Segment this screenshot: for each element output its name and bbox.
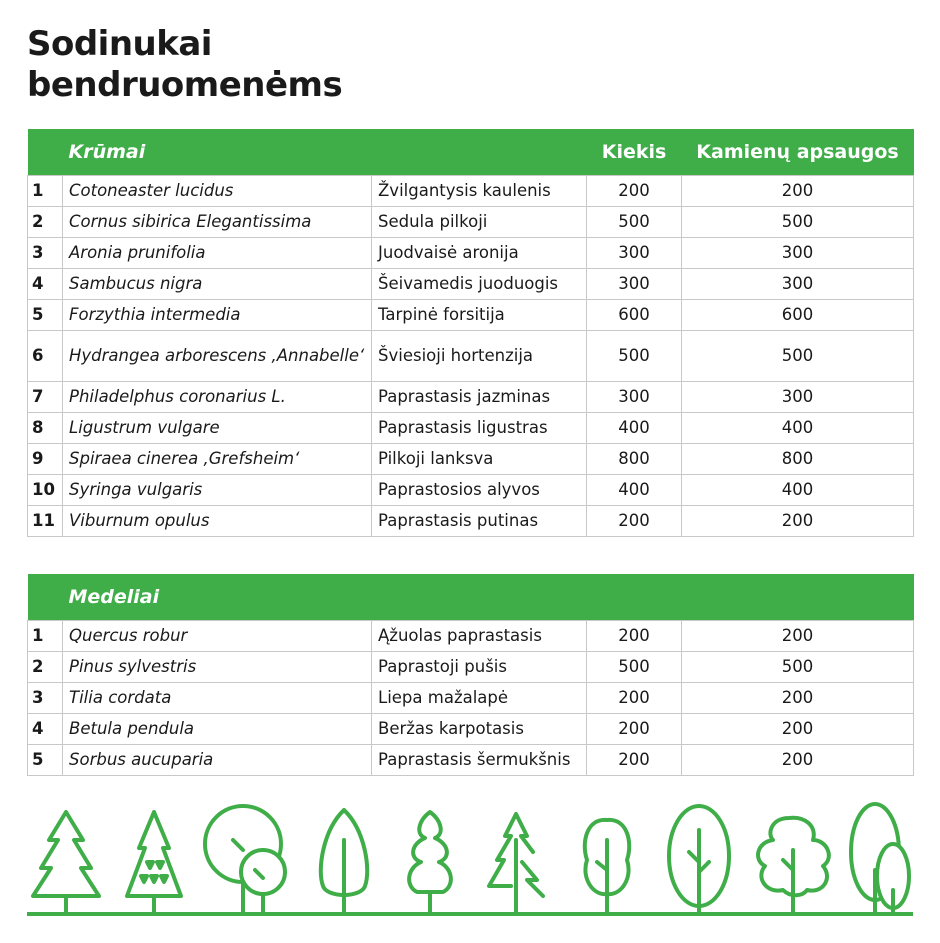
- table-row: [28, 413, 914, 444]
- lithuanian-name: Žvilgantysis kaulenis: [372, 176, 587, 207]
- table-row: [28, 176, 914, 207]
- protection-value: 200: [682, 621, 914, 652]
- lithuanian-name: Juodvaisė aronija: [372, 238, 587, 269]
- row-number: 1: [28, 621, 63, 652]
- quantity-value: 200: [587, 714, 682, 745]
- table-row: [28, 269, 914, 300]
- table-row: [28, 238, 914, 269]
- row-number: 5: [28, 300, 63, 331]
- lithuanian-name: Ąžuolas paprastasis: [372, 621, 587, 652]
- quantity-value: 200: [587, 621, 682, 652]
- quantity-value: 500: [587, 652, 682, 683]
- quantity-value: 600: [587, 300, 682, 331]
- fir-icon: [127, 812, 181, 914]
- row-number: 7: [28, 382, 63, 413]
- lithuanian-name: Pilkoji lanksva: [372, 444, 587, 475]
- protection-value: 200: [682, 176, 914, 207]
- lithuanian-name: Paprastosios alyvos: [372, 475, 587, 506]
- row-number: 3: [28, 238, 63, 269]
- thuja-icon: [409, 812, 451, 914]
- lithuanian-name: Paprastasis šermukšnis: [372, 745, 587, 776]
- trees-category-label: Medeliai: [63, 574, 587, 621]
- table-row: [28, 652, 914, 683]
- protection-value: 200: [682, 683, 914, 714]
- latin-name: Hydrangea arborescens ‚Annabelle‘: [63, 331, 372, 382]
- quantity-value: 200: [587, 745, 682, 776]
- row-number: 9: [28, 444, 63, 475]
- latin-name: Cornus sibirica Elegantissima: [63, 207, 372, 238]
- latin-name: Viburnum opulus: [63, 506, 372, 537]
- trees-header-row: [28, 574, 914, 621]
- latin-name: Cotoneaster lucidus: [63, 176, 372, 207]
- protection-value: 600: [682, 300, 914, 331]
- row-number: 8: [28, 413, 63, 444]
- table-row: [28, 475, 914, 506]
- protection-value: 500: [682, 207, 914, 238]
- lithuanian-name: Paprastasis jazminas: [372, 382, 587, 413]
- table-row: [28, 207, 914, 238]
- protection-value: 400: [682, 413, 914, 444]
- row-number: 3: [28, 683, 63, 714]
- table-row: [28, 444, 914, 475]
- lithuanian-name: Tarpinė forsitija: [372, 300, 587, 331]
- latin-name: Sambucus nigra: [63, 269, 372, 300]
- table-row: [28, 300, 914, 331]
- latin-name: Tilia cordata: [63, 683, 372, 714]
- protection-value: 500: [682, 331, 914, 382]
- quantity-value: 300: [587, 269, 682, 300]
- shrubs-header-row: [28, 129, 914, 176]
- latin-name: Forzythia intermedia: [63, 300, 372, 331]
- latin-name: Pinus sylvestris: [63, 652, 372, 683]
- lithuanian-name: Sedula pilkoji: [372, 207, 587, 238]
- header-protection-blank: [682, 574, 914, 621]
- protection-value: 500: [682, 652, 914, 683]
- protection-value: 400: [682, 475, 914, 506]
- latin-name: Philadelphus coronarius L.: [63, 382, 372, 413]
- table-row: [28, 621, 914, 652]
- lithuanian-name: Šviesioji hortenzija: [372, 331, 587, 382]
- maple-icon: [758, 818, 829, 914]
- latin-name: Ligustrum vulgare: [63, 413, 372, 444]
- table-row: [28, 506, 914, 537]
- header-num: [28, 129, 63, 176]
- lithuanian-name: Paprastasis ligustras: [372, 413, 587, 444]
- linden-icon: [585, 820, 629, 914]
- protection-value: 300: [682, 269, 914, 300]
- table-row: [28, 714, 914, 745]
- quantity-value: 200: [587, 176, 682, 207]
- row-number: 2: [28, 207, 63, 238]
- protection-value: 200: [682, 506, 914, 537]
- pine-icon: [489, 814, 543, 914]
- latin-name: Quercus robur: [63, 621, 372, 652]
- trees-table: [27, 574, 914, 776]
- latin-name: Sorbus aucuparia: [63, 745, 372, 776]
- row-number: 6: [28, 331, 63, 382]
- lithuanian-name: Paprastasis putinas: [372, 506, 587, 537]
- page-title: [27, 24, 342, 106]
- protection-value: 200: [682, 714, 914, 745]
- quantity-value: 400: [587, 475, 682, 506]
- lithuanian-name: Liepa mažalapė: [372, 683, 587, 714]
- header-quantity-blank: [587, 574, 682, 621]
- birch-icon: [669, 806, 729, 914]
- table-row: [28, 331, 914, 382]
- latin-name: Betula pendula: [63, 714, 372, 745]
- lithuanian-name: Šeivamedis juoduogis: [372, 269, 587, 300]
- quantity-value: 500: [587, 331, 682, 382]
- quantity-value: 800: [587, 444, 682, 475]
- quantity-value: 300: [587, 382, 682, 413]
- header-protection: Kamienų apsaugos: [682, 129, 914, 176]
- row-number: 4: [28, 269, 63, 300]
- table-row: [28, 683, 914, 714]
- row-number: 1: [28, 176, 63, 207]
- latin-name: Spiraea cinerea ‚Grefsheim‘: [63, 444, 372, 475]
- protection-value: 300: [682, 382, 914, 413]
- shrubs-category-label: Krūmai: [63, 129, 587, 176]
- protection-value: 200: [682, 745, 914, 776]
- row-number: 11: [28, 506, 63, 537]
- header-quantity: Kiekis: [587, 129, 682, 176]
- oak-icon: [205, 806, 285, 914]
- lithuanian-name: Beržas karpotasis: [372, 714, 587, 745]
- poplar-icon: [321, 810, 367, 914]
- quantity-value: 200: [587, 506, 682, 537]
- protection-value: 800: [682, 444, 914, 475]
- cypress-icon: [851, 804, 909, 914]
- row-number: 5: [28, 745, 63, 776]
- protection-value: 300: [682, 238, 914, 269]
- quantity-value: 300: [587, 238, 682, 269]
- shrubs-table: [27, 129, 914, 537]
- lithuanian-name: Paprastoji pušis: [372, 652, 587, 683]
- latin-name: Aronia prunifolia: [63, 238, 372, 269]
- table-row: [28, 382, 914, 413]
- page-title-line2: bendruomenėms: [27, 65, 343, 105]
- latin-name: Syringa vulgaris: [63, 475, 372, 506]
- spruce-icon: [33, 812, 99, 914]
- row-number: 2: [28, 652, 63, 683]
- quantity-value: 400: [587, 413, 682, 444]
- header-num: [28, 574, 63, 621]
- quantity-value: 500: [587, 207, 682, 238]
- trees-illustration: [27, 800, 913, 920]
- table-row: [28, 745, 914, 776]
- row-number: 4: [28, 714, 63, 745]
- row-number: 10: [28, 475, 63, 506]
- quantity-value: 200: [587, 683, 682, 714]
- page-title-line1: Sodinukai: [27, 24, 212, 64]
